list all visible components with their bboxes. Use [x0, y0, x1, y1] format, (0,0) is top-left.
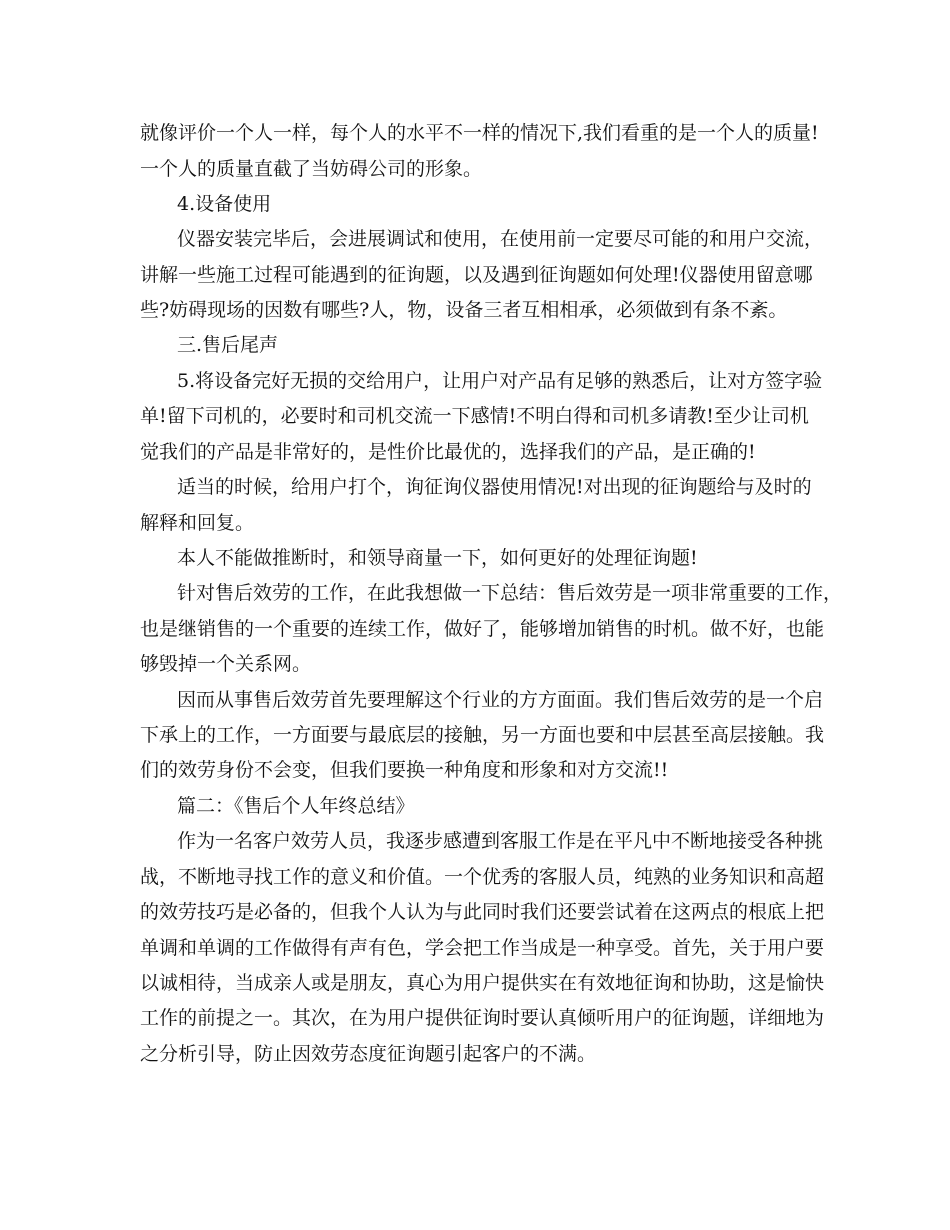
paragraph-line: 适当的时候，给用户打个，询征询仪器使用情况!对出现的征询题给与及时的: [177, 476, 812, 498]
paragraph-line: 5.将设备完好无损的交给用户，让用户对产品有足够的熟悉后，让对方签字验: [177, 370, 823, 392]
paragraph-line: 之分析引导，防止因效劳态度征询题引起客户的不满。: [140, 1043, 597, 1065]
paragraph-line: 觉我们的产品是非常好的，是性价比最优的，选择我们的产品，是正确的!: [140, 441, 756, 463]
paragraph-line: 单!留下司机的，必要时和司机交流一下感情!不明白得和司机多请教!至少让司机: [140, 405, 809, 427]
paragraph-line: 们的效劳身份不会变，但我们要换一种角度和形象和对方交流!!: [140, 759, 669, 781]
paragraph-line: 些?妨碍现场的因数有哪些?人，物，设备三者互相相承，必须做到有条不紊。: [140, 299, 788, 321]
article-heading: 篇二：《售后个人年终总结》: [177, 795, 415, 817]
paragraph-line: 针对售后效劳的工作，在此我想做一下总结：售后效劳是一项非常重要的工作，: [177, 582, 843, 604]
paragraph-line: 够毁掉一个关系网。: [140, 653, 312, 675]
paragraph-line: 下承上的工作，一方面要与最底层的接触，另一方面也要和中层甚至高层接触。我: [140, 724, 825, 746]
paragraph-line: 就像评价一个人一样，每个人的水平不一样的情况下,我们看重的是一个人的质量!: [140, 122, 819, 144]
paragraph-line: 也是继销售的一个重要的连续工作，做好了，能够增加销售的时机。做不好，也能: [140, 618, 825, 640]
paragraph-line: 讲解一些施工过程可能遇到的征询题，以及遇到征询题如何处理!仪器使用留意哪: [140, 264, 813, 286]
paragraph-line: 仪器安装完毕后，会进展调试和使用，在使用前一定要尽可能的和用户交流，: [177, 228, 824, 250]
paragraph-line: 工作的前提之一。其次，在为用户提供征询时要认真倾听用户的征询题，详细地为: [140, 1007, 825, 1029]
paragraph-line: 战，不断地寻找工作的意义和价值。一个优秀的客服人员，纯熟的业务知识和高超: [140, 866, 825, 888]
paragraph-line: 以诚相待，当成亲人或是朋友，真心为用户提供实在有效地征询和协助，这是愉快: [140, 972, 825, 994]
paragraph-line: 解释和回复。: [140, 512, 255, 534]
paragraph-line: 因而从事售后效劳首先要理解这个行业的方方面面。我们售后效劳的是一个启: [177, 689, 824, 711]
paragraph-line: 一个人的质量直截了当妨碍公司的形象。: [140, 158, 483, 180]
paragraph-line: 作为一名客户效劳人员，我逐步感遭到客服工作是在平凡中不断地接受各种挑: [177, 830, 824, 852]
section-heading: 三.售后尾声: [177, 334, 279, 356]
paragraph-line: 本人不能做推断时，和领导商量一下，如何更好的处理征询题!: [177, 547, 698, 569]
section-heading: 4.设备使用: [177, 193, 272, 215]
paragraph-line: 的效劳技巧是必备的，但我个人认为与此同时我们还要尝试着在这两点的根底上把: [140, 901, 825, 923]
paragraph-line: 单调和单调的工作做得有声有色，学会把工作当成是一种享受。首先，关于用户要: [140, 937, 825, 959]
